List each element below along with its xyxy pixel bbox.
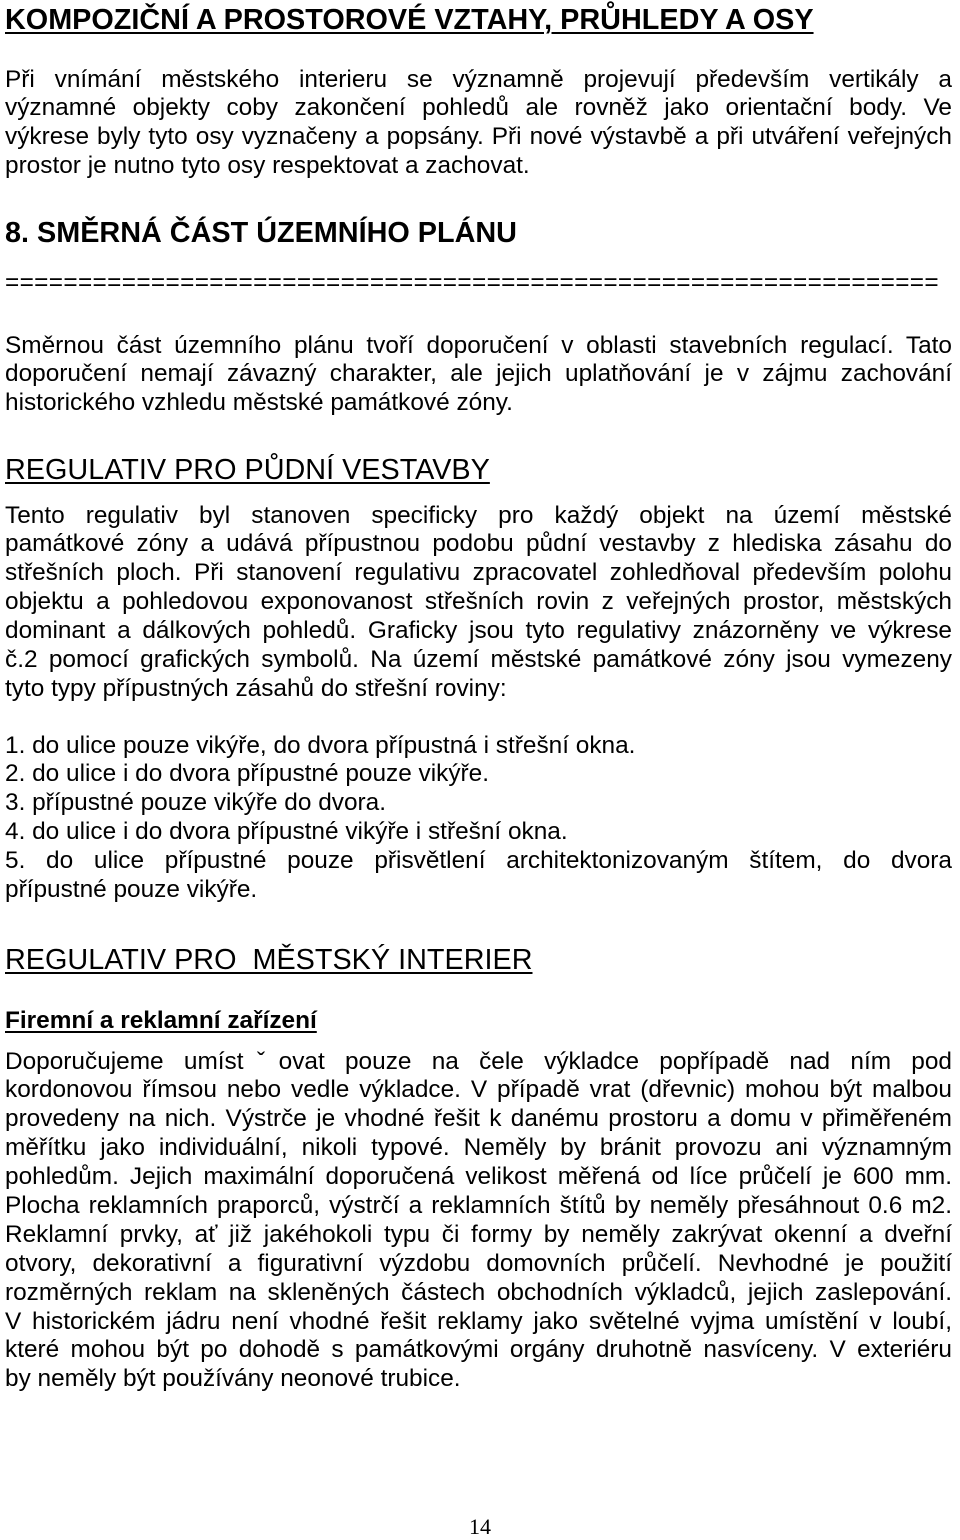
section-heading: KOMPOZIČNÍ A PROSTOROVÉ VZTAHY, PRŮHLEDY A OSY — [5, 4, 814, 36]
list-item-line: přípustné pouze vikýře. — [5, 875, 258, 903]
list-item-line: 5. do ulice přípustné pouze přisvětlení architektonizovaným štítem, do dvora — [5, 847, 952, 875]
interior-regulation-heading: REGULATIV PRO MĚSTSKÝ INTERIER — [5, 944, 533, 976]
paragraph-line: střešních ploch. Při stanovení regulativu zpracovatel zohledňoval především polohu — [5, 559, 952, 587]
roof-regulation-list — [5, 732, 952, 905]
paragraph-line: č.2 pomocí grafických symbolů. Na území městské památkové zóny jsou vymezeny — [5, 645, 952, 673]
paragraph-line: historického vzhledu městské památkové zóny. — [5, 389, 513, 417]
paragraph-line: výkrese byly tyto osy vyznačeny a popsány. Při nové výstavbě a při utváření veřejných — [5, 123, 952, 151]
paragraph-line: prostor je nutno tyto osy respektovat a zachovat. — [5, 152, 530, 180]
list-item-line: 4. do ulice i do dvora přípustné vikýře i střešní okna. — [5, 818, 568, 846]
list-item-line: 2. do ulice i do dvora přípustné pouze vikýře. — [5, 760, 490, 788]
list-item — [5, 760, 952, 789]
section-heading-block — [5, 5, 952, 35]
roof-regulation-heading-block — [5, 455, 952, 485]
paragraph-line: kordonovou římsou nebo vedle výkladce. V případě vrat (dřevnic) mohou být malbou — [5, 1076, 952, 1104]
list-item — [5, 847, 952, 905]
interior-regulation-paragraph — [5, 1048, 952, 1395]
paragraph-line: památkové zóny a udává přípustnou podobu půdní vestavby z hlediska zásahu do — [5, 530, 952, 558]
paragraph-line: které mohou být po dohodě s památkovými orgány druhotně nasvíceny. V exteriéru — [5, 1336, 952, 1364]
paragraph-line: Reklamní prvky, ať již jakéhokoli typu či formy by neměly zakrývat okenní a dveřní — [5, 1220, 952, 1248]
paragraph-line: objektu a pohledovou exponovanost střešních rovin z veřejných prostor, městských — [5, 588, 952, 616]
roof-regulation-paragraph — [5, 502, 952, 704]
paragraph-line: měřítku jako individuální, nikoli typové. Neměly by bránit provozu ani významným — [5, 1134, 952, 1162]
chapter-heading-block — [5, 218, 952, 248]
list-item — [5, 789, 952, 818]
paragraph-line: pohledům. Jejich maximální doporučená velikost měřená od líce průčelí je 600 mm. — [5, 1163, 952, 1191]
paragraph-line: otvory, dekorativní a figurativní výzdobu domovních průčelí. Nevhodné je použití — [5, 1249, 952, 1277]
chapter-paragraph — [5, 332, 952, 419]
paragraph-line: rozměrných reklam na skleněných částech obchodních výkladců, jejich zaslepování. — [5, 1278, 952, 1306]
paragraph-line: Doporučujeme umístˇovat pouze na čele výkladce popřípadě nad ním pod — [5, 1047, 952, 1075]
separator-block — [5, 269, 952, 298]
page-number: 14 — [469, 1514, 491, 1539]
advertising-subheading: Firemní a reklamní zařízení — [5, 1006, 317, 1034]
chapter-heading: 8. SMĚRNÁ ČÁST ÚZEMNÍHO PLÁNU — [5, 217, 517, 249]
paragraph-line: významné objekty coby zakončení pohledů ale rovněž jako orientační body. Ve — [5, 94, 952, 122]
paragraph-line: doporučení nemají závazný charakter, ale jejich uplatňování je v zájmu zachování — [5, 360, 952, 388]
list-item-line: 1. do ulice pouze vikýře, do dvora přípustná i střešní okna. — [5, 731, 636, 759]
advertising-subheading-block — [5, 1007, 952, 1036]
paragraph-line: dominant a dálkových pohledů. Graficky jsou tyto regulativy znázorněny ve výkrese — [5, 617, 952, 645]
roof-regulation-heading: REGULATIV PRO PŮDNÍ VESTAVBY — [5, 454, 490, 486]
paragraph-line: Plocha reklamních praporců, výstrčí a reklamních štítů by neměly přesáhnout 0.6 m2. — [5, 1191, 952, 1219]
list-item — [5, 732, 952, 761]
paragraph-line: Při vnímání městského interieru se významně projevují především vertikály a — [5, 65, 952, 93]
paragraph-line: Směrnou část územního plánu tvoří doporučení v oblasti stavebních regulací. Tato — [5, 331, 952, 359]
intro-paragraph — [5, 66, 952, 182]
paragraph-line: by neměly být používány neonové trubice. — [5, 1365, 461, 1393]
paragraph-line: tyto typy přípustných zásahů do střešní roviny: — [5, 674, 507, 702]
paragraph-line: Tento regulativ byl stanoven specificky pro každý objekt na území městské — [5, 501, 952, 529]
separator-line: ================================================================ — [5, 268, 939, 296]
interior-regulation-heading-block — [5, 945, 952, 975]
paragraph-line: provedeny na nich. Výstrče je vhodné řešit k danému prostoru a domu v přiměřeném — [5, 1105, 952, 1133]
list-item — [5, 818, 952, 847]
list-item-line: 3. přípustné pouze vikýře do dvora. — [5, 789, 386, 817]
paragraph-line: V historickém jádru není vhodné řešit reklamy jako světelné vyjma umístění v loubí, — [5, 1307, 952, 1335]
